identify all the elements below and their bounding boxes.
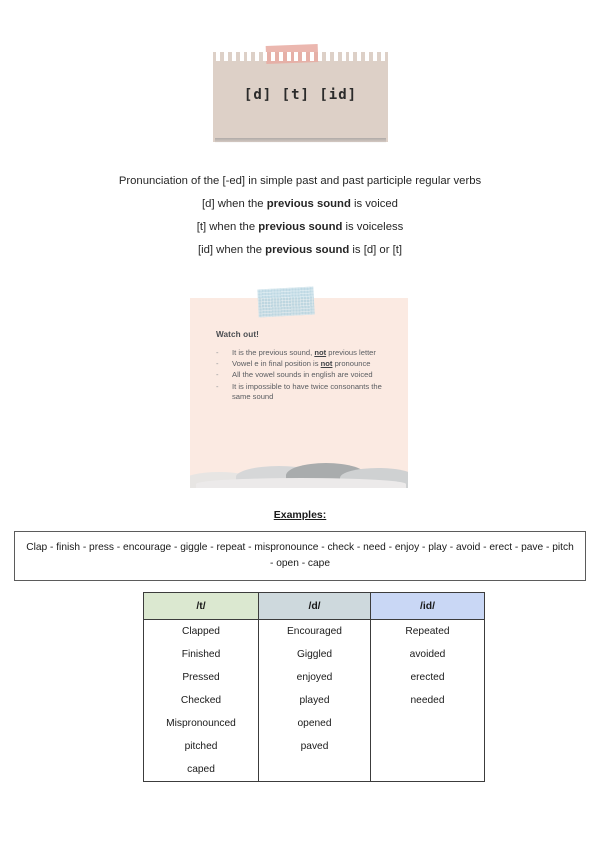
watch-out-note <box>190 288 408 493</box>
intro-line-1: Pronunciation of the [-ed] in simple past and past participle regular verbs <box>118 175 482 187</box>
list-item-before: It is the previous sound, <box>232 348 315 357</box>
table-cell: Giggled <box>259 643 371 666</box>
bullet-dash: - <box>216 381 219 391</box>
table-cell: paved <box>259 735 371 758</box>
intro-line-4 <box>0 239 600 262</box>
bullet-dash: - <box>216 359 219 369</box>
list-item-text <box>232 359 388 369</box>
watch-out-heading: Watch out! <box>216 330 259 339</box>
table-cell: caped <box>144 758 259 782</box>
table-header-d: /d/ <box>259 593 371 620</box>
list-item-text <box>232 382 388 402</box>
bullet-dash: - <box>216 348 219 357</box>
list-item <box>216 382 388 402</box>
list-item-underline: not <box>320 359 333 369</box>
page-title: [d] [t] [id] <box>243 87 358 103</box>
table-cell: opened <box>259 712 371 735</box>
table-row <box>144 735 485 758</box>
table-row <box>144 758 485 782</box>
pronunciation-table <box>143 592 485 782</box>
table-cell: Checked <box>144 689 259 712</box>
table-header-row <box>144 593 485 620</box>
list-item-before: It is impossible to have twice consonants the same sound <box>232 381 382 401</box>
table-cell: pitched <box>144 735 259 758</box>
table-cell: Pressed <box>144 666 259 689</box>
intro-line-2 <box>0 193 600 216</box>
table-cell: Finished <box>144 643 259 666</box>
list-item-underline: not <box>314 348 327 357</box>
table-cell: enjoyed <box>259 666 371 689</box>
torn-edge <box>190 458 408 488</box>
table-row <box>144 620 485 644</box>
table-cell <box>259 758 371 782</box>
intro-line-2-emphasis: previous sound <box>266 198 351 210</box>
intro-line-2-suffix: is voiced <box>350 198 398 210</box>
table-cell: Mispronounced <box>144 712 259 735</box>
list-item-text <box>232 348 388 358</box>
table-row <box>144 689 485 712</box>
title-note-shadow <box>215 138 386 143</box>
examples-heading <box>0 509 600 521</box>
table-header-t: /t/ <box>144 593 259 620</box>
intro-line-4-emphasis: previous sound <box>265 244 350 256</box>
list-item <box>216 348 388 358</box>
list-item-before: All the vowel sounds in english are voiced <box>232 370 373 380</box>
table-cell: played <box>259 689 371 712</box>
list-item-after: pronounce <box>332 359 371 369</box>
table-cell: Repeated <box>371 620 485 644</box>
examples-word-list: Clap - finish - press - encourage - giggle - repeat - mispronounce - check - need - enjoy - play - avoid - erect - pave - pitch - open - cape <box>26 542 574 569</box>
blue-tape-icon <box>257 287 314 318</box>
intro-line-4-suffix: is [d] or [t] <box>349 244 403 256</box>
table-cell: erected <box>371 666 485 689</box>
list-item-after: previous letter <box>326 348 376 357</box>
list-item-text <box>232 370 388 380</box>
table-row <box>144 712 485 735</box>
intro-line-3-prefix: [t] when the <box>196 221 259 233</box>
title-note <box>213 45 388 150</box>
paper-perforations <box>213 52 388 61</box>
table-cell: needed <box>371 689 485 712</box>
list-item <box>216 359 388 369</box>
watch-out-list <box>216 348 388 403</box>
table-cell: Encouraged <box>259 620 371 644</box>
bullet-dash: - <box>216 370 219 380</box>
table-header-id: /id/ <box>371 593 485 620</box>
examples-heading-text: Examples: <box>273 509 327 521</box>
table-cell: Clapped <box>144 620 259 644</box>
examples-box <box>14 531 586 581</box>
table-body <box>144 620 485 782</box>
table-cell <box>371 712 485 735</box>
intro-line-3-suffix: is voiceless <box>342 221 404 233</box>
intro-line-4-prefix: [id] when the <box>197 244 266 256</box>
intro-line-2-prefix: [d] when the <box>202 198 267 210</box>
intro-line-3-emphasis: previous sound <box>258 221 343 233</box>
list-item <box>216 370 388 380</box>
table-row <box>144 666 485 689</box>
table-row <box>144 643 485 666</box>
table-cell <box>371 758 485 782</box>
intro-line-3 <box>0 216 600 239</box>
table-cell <box>371 735 485 758</box>
intro-block <box>0 170 600 262</box>
table-cell: avoided <box>371 643 485 666</box>
list-item-before: Vowel e in final position is <box>232 359 321 369</box>
